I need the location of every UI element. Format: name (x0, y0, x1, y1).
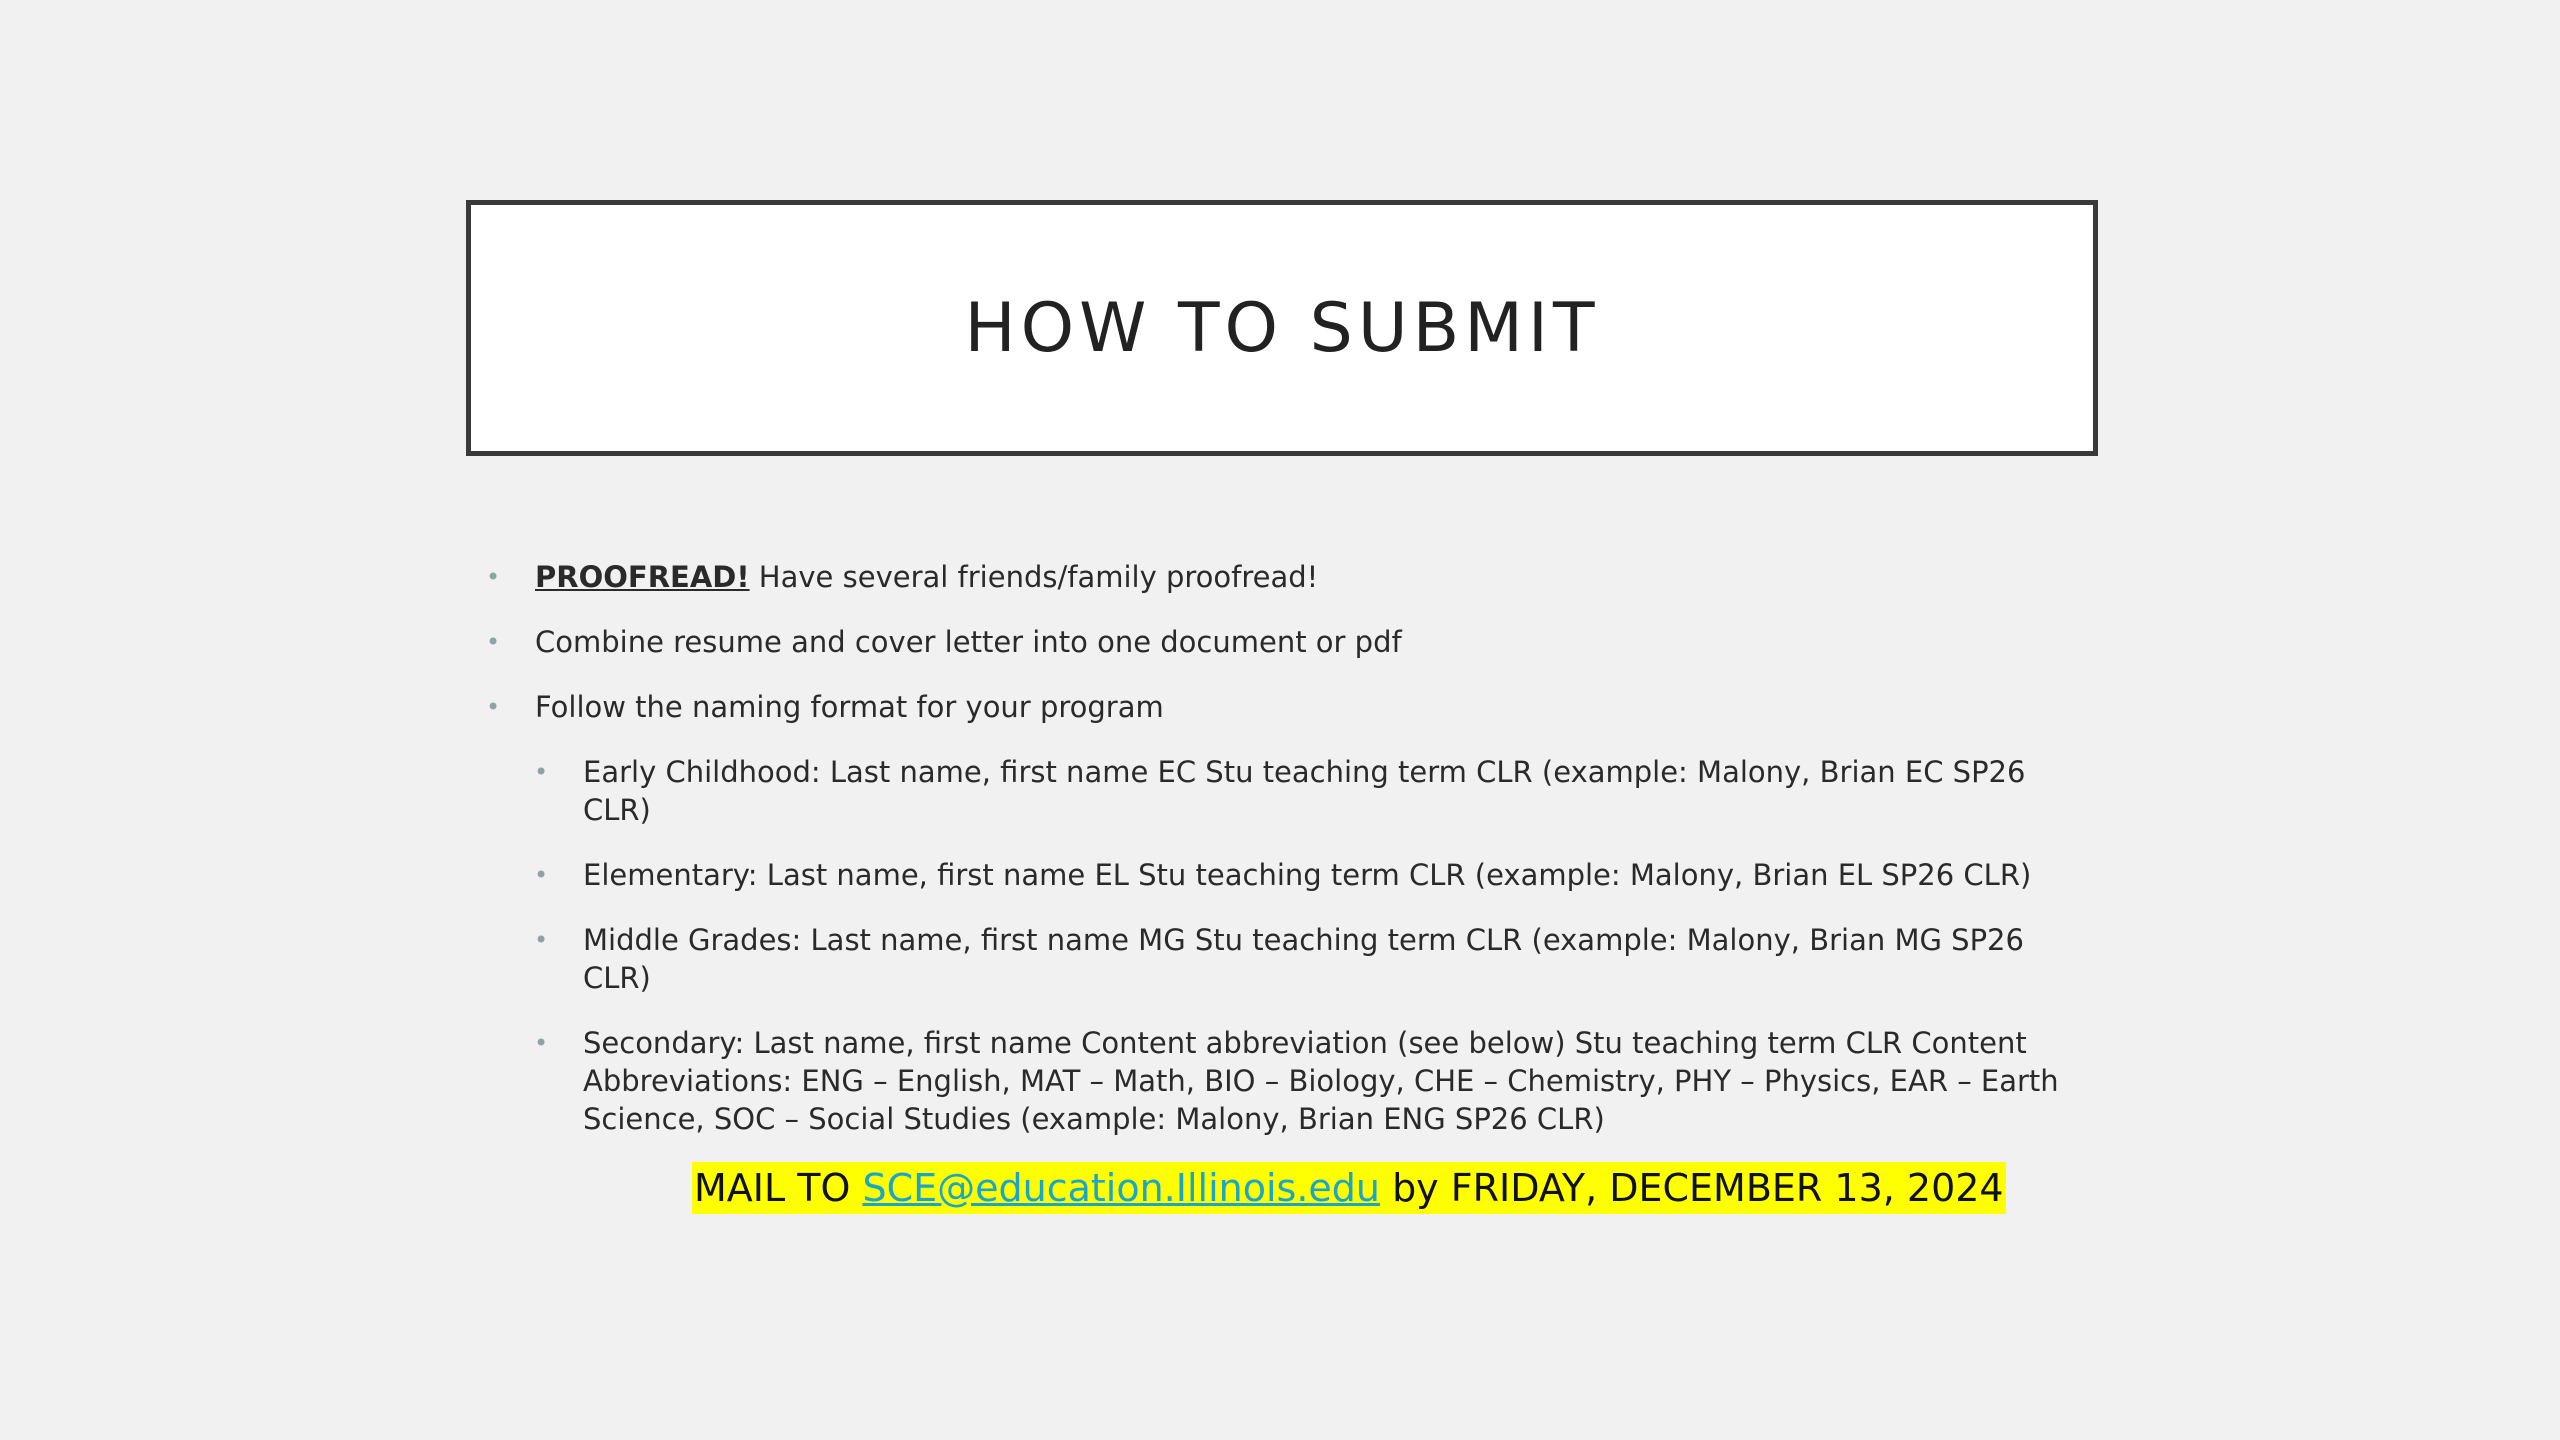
bullet-dot-icon: • (486, 563, 501, 591)
sub-bullet-elementary (480, 856, 2100, 894)
slide-title: HOW TO SUBMIT (964, 288, 1600, 368)
sub-bullet-text: Middle Grades: Last name, first name MG Stu teaching term CLR (example: Malony, Brian MG SP26 CLR) (583, 923, 2024, 995)
bullet-dot-icon: • (486, 628, 501, 656)
bullet-dot-icon: • (534, 926, 549, 954)
email-link[interactable]: SCE@education.Illinois.edu (862, 1166, 1380, 1210)
bullet-dot-icon: • (534, 758, 549, 786)
sub-bullet-secondary (480, 1024, 2100, 1138)
bullet-naming-format (480, 688, 2100, 726)
sub-bullet-middle-grades (480, 921, 2100, 997)
proofread-emphasis: PROOFREAD! (535, 560, 750, 594)
title-box (466, 200, 2098, 456)
bullet-dot-icon: • (534, 1029, 549, 1057)
sub-bullet-early-childhood (480, 753, 2100, 829)
mail-prefix: MAIL TO (694, 1166, 863, 1210)
mail-deadline: by FRIDAY, DECEMBER 13, 2024 (1379, 1166, 2004, 1210)
slide-content (480, 558, 2100, 1165)
bullet-dot-icon: • (534, 861, 549, 889)
bullet-combine (480, 623, 2100, 661)
sub-bullet-text: Secondary: Last name, first name Content abbreviation (see below) Stu teaching term CLR Content Abbreviations: ENG – English, MAT – Math, BIO – Biology, CHE – Chemistry, PHY – Physics, EAR – Earth Science, SOC – Social Studies (example: Malony, Brian ENG SP26 CLR) (583, 1026, 2059, 1136)
sub-bullet-text: Early Childhood: Last name, first name EC Stu teaching term CLR (example: Malony, Brian EC SP26 CLR) (583, 755, 2026, 827)
bullet-text: Follow the naming format for your program (535, 690, 1164, 724)
bullet-proofread (480, 558, 2100, 596)
bullet-text: Have several friends/family proofread! (749, 560, 1319, 594)
bullet-text: Combine resume and cover letter into one document or pdf (535, 625, 1402, 659)
bullet-dot-icon: • (486, 693, 501, 721)
sub-bullet-text: Elementary: Last name, first name EL Stu teaching term CLR (example: Malony, Brian EL SP26 CLR) (583, 858, 2032, 892)
mail-instruction (692, 1162, 2006, 1214)
